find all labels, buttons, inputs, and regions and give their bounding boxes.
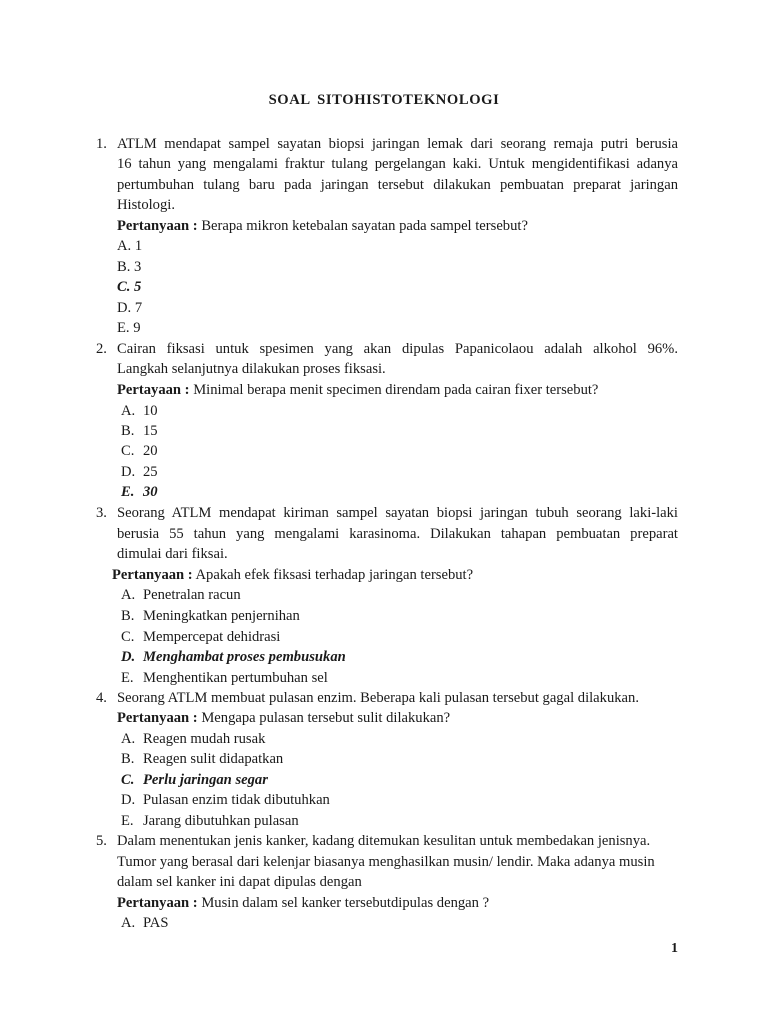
prompt-label: Pertanyaan : <box>112 567 193 583</box>
prompt-label: Pertayaan : <box>117 382 190 398</box>
question-text: Seorang ATLM mendapat kiriman sampel sayatan biopsi jaringan tubuh seorang laki-laki <box>117 505 678 521</box>
prompt-label: Pertanyaan : <box>117 895 198 911</box>
option-a-text: Penetralan racun <box>143 587 241 603</box>
option-a-letter: A. <box>121 915 136 931</box>
question-prompt <box>117 708 450 728</box>
prompt-label: Pertanyaan : <box>117 710 198 726</box>
option-b-text: Meningkatkan penjernihan <box>143 608 300 624</box>
question-prompt <box>112 565 473 585</box>
option-a-text: Reagen mudah rusak <box>143 731 266 747</box>
question-text: Tumor yang berasal dari kelenjar biasanya menghasilkan musin/ lendir. Maka adanya musin <box>117 854 655 870</box>
question-number: 4. <box>96 690 107 706</box>
option-b-letter: B. <box>121 751 135 767</box>
question-text: Langkah selanjutnya dilakukan proses fiksasi. <box>117 361 386 377</box>
question-text: berusia 55 tahun yang mengalami karasinoma. Dilakukan tahapan pembuatan preparat <box>117 526 678 542</box>
question-text: pertumbuhan tulang baru pada jaringan tersebut dilakukan pembuatan preparat jaringan <box>117 177 678 193</box>
option-c-letter: C. <box>121 443 135 459</box>
option-e-text: Jarang dibutuhkan pulasan <box>143 813 299 829</box>
question-number: 3. <box>96 505 107 521</box>
option-e-text: Menghentikan pertumbuhan sel <box>143 670 328 686</box>
question-text: Histologi. <box>117 197 175 213</box>
question-text: dimulai dari fiksai. <box>117 546 228 562</box>
question-text: ATLM mendapat sampel sayatan biopsi jaringan lemak dari seorang remaja putri berusia <box>117 136 678 152</box>
option-e-letter: E. <box>121 670 134 686</box>
option-a-text: 10 <box>143 403 158 419</box>
option-a: A. 1 <box>117 238 143 254</box>
option-c-letter: C. <box>121 629 135 645</box>
question-prompt <box>117 216 528 236</box>
prompt-text: Apakah efek fiksasi terhadap jaringan tersebut? <box>192 567 474 583</box>
question-text: Cairan fiksasi untuk spesimen yang akan dipulas Papanicolaou adalah alkohol 96%. <box>117 341 678 357</box>
option-c-text: 20 <box>143 443 158 459</box>
question-prompt <box>117 380 598 400</box>
option-b-letter: B. <box>121 608 135 624</box>
prompt-text: Musin dalam sel kanker tersebutdipulas dengan ? <box>197 895 490 911</box>
question-number: 1. <box>96 136 107 152</box>
question-text: dalam sel kanker ini dapat dipulas dengan <box>117 874 362 890</box>
option-e-letter: E. <box>121 813 134 829</box>
option-e-answer: 30 <box>143 484 158 500</box>
option-d-answer: Menghambat proses pembusukan <box>143 649 346 665</box>
option-e: E. 9 <box>117 320 141 336</box>
option-c-letter: C. <box>121 772 135 788</box>
option-d-text: Pulasan enzim tidak dibutuhkan <box>143 792 330 808</box>
question-text: Seorang ATLM membuat pulasan enzim. Beberapa kali pulasan tersebut gagal dilakukan. <box>117 690 639 706</box>
option-b-text: Reagen sulit didapatkan <box>143 751 284 767</box>
option-b-text: 15 <box>143 423 158 439</box>
option-a-letter: A. <box>121 403 136 419</box>
prompt-label: Pertanyaan : <box>117 218 198 234</box>
option-d-letter: D. <box>121 792 136 808</box>
option-c-text: Mempercepat dehidrasi <box>143 629 281 645</box>
option-d-letter: D. <box>121 649 136 665</box>
option-c-answer: Perlu jaringan segar <box>143 772 268 788</box>
option-a-letter: A. <box>121 587 136 603</box>
option-d-text: 25 <box>143 464 158 480</box>
question-number: 2. <box>96 341 107 357</box>
question-text: 16 tahun yang mengalami fraktur tulang pergelangan kaki. Untuk mengidentifikasi adanya <box>117 156 678 172</box>
prompt-text: Berapa mikron ketebalan sayatan pada sampel tersebut? <box>197 218 528 234</box>
option-c-answer: C. 5 <box>117 279 142 295</box>
option-d-letter: D. <box>121 464 136 480</box>
option-d: D. 7 <box>117 300 143 316</box>
prompt-text: Mengapa pulasan tersebut sulit dilakukan? <box>197 710 451 726</box>
question-prompt <box>117 893 489 913</box>
option-a-letter: A. <box>121 731 136 747</box>
page-number: 1 <box>671 941 678 956</box>
option-b: B. 3 <box>117 259 142 275</box>
option-a-text: PAS <box>143 915 169 931</box>
option-e-letter: E. <box>121 484 135 500</box>
option-b-letter: B. <box>121 423 135 439</box>
question-text: Dalam menentukan jenis kanker, kadang ditemukan kesulitan untuk membedakan jenisnya. <box>117 833 651 849</box>
page-title: SOAL SITOHISTOTEKNOLOGI <box>268 92 500 108</box>
prompt-text: Minimal berapa menit specimen direndam pada cairan fixer tersebut? <box>189 382 599 398</box>
question-number: 5. <box>96 833 107 849</box>
